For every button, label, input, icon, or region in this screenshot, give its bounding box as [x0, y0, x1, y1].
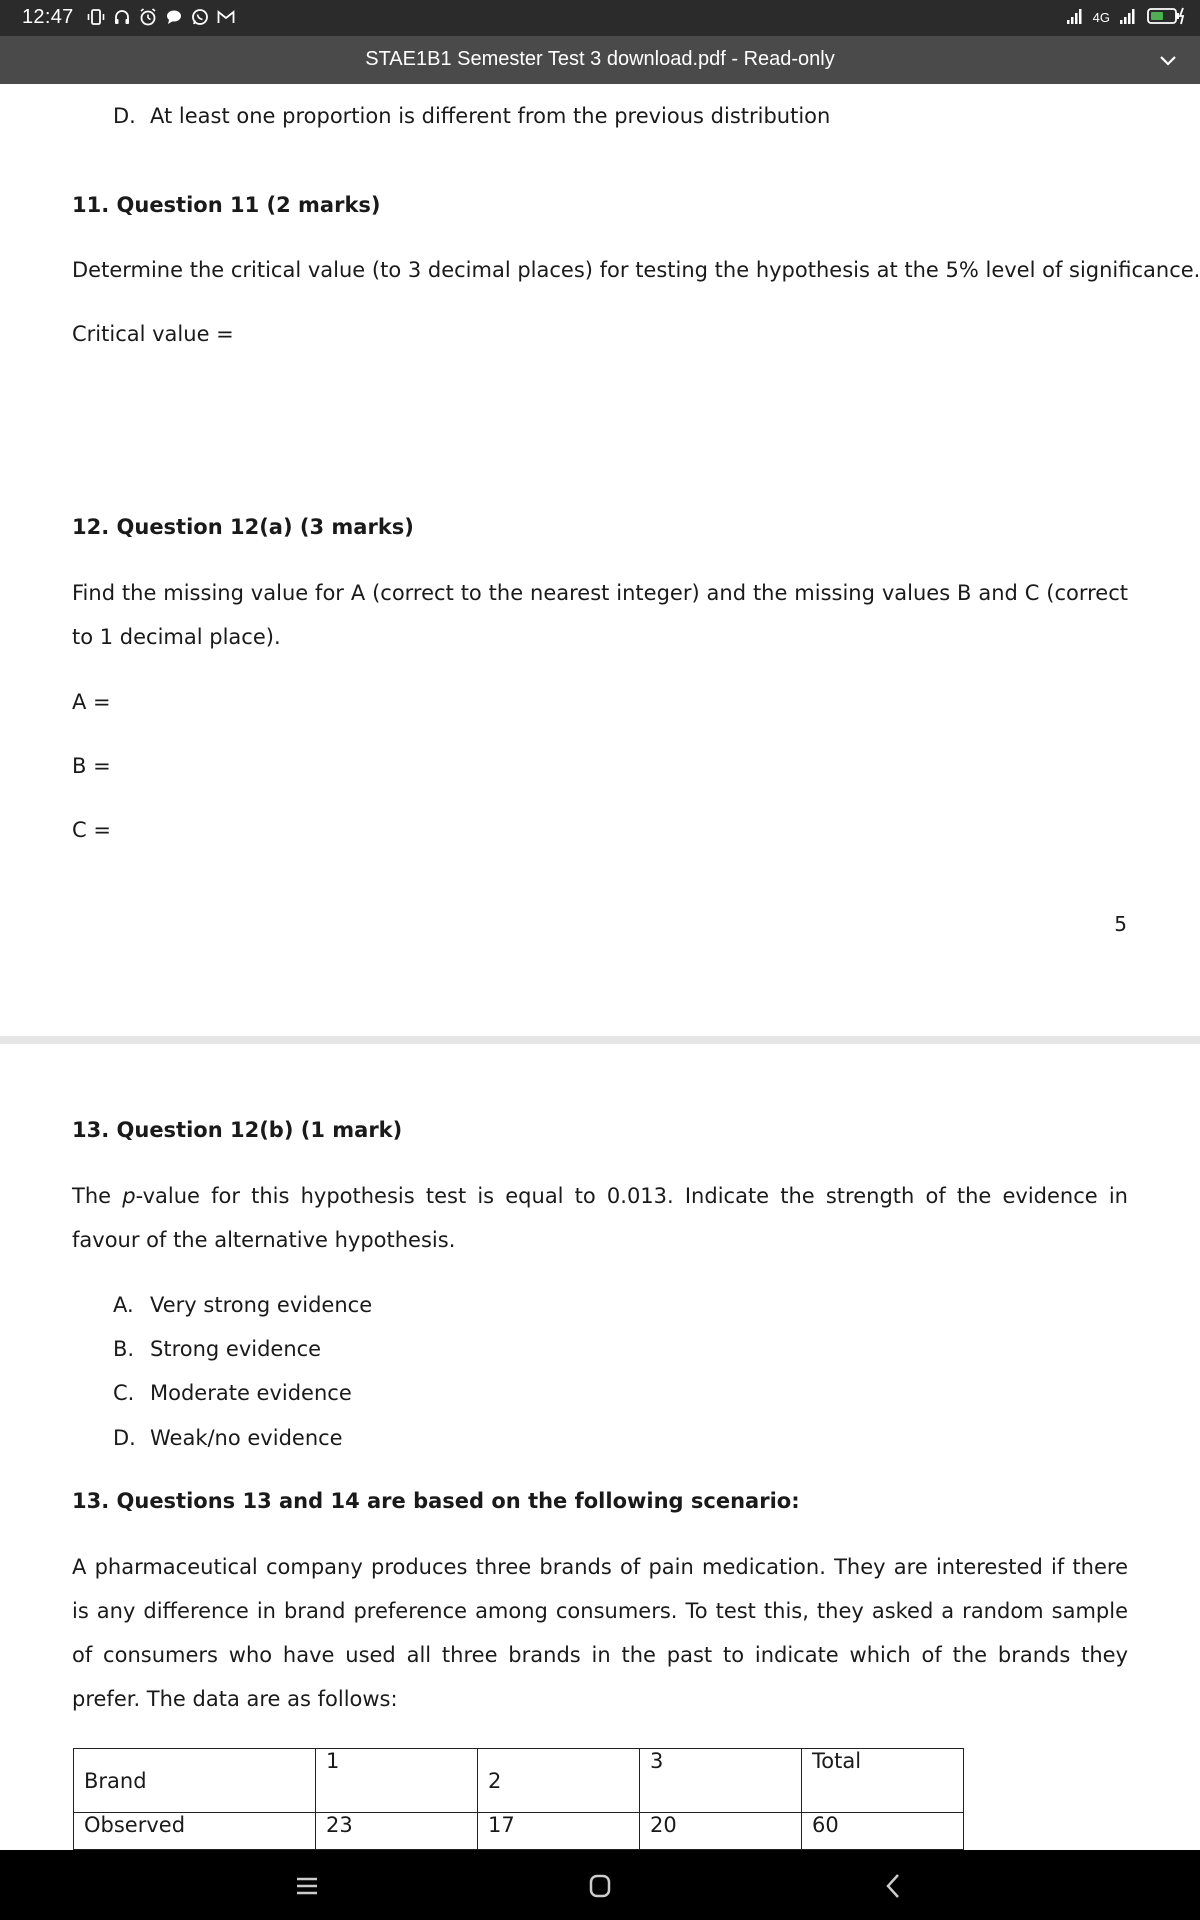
question-12b-text	[72, 1174, 1128, 1262]
option-text: At least one proportion is different from the previous distribution	[150, 104, 831, 128]
question-11-text: Determine the critical value (to 3 decimal places) for testing the hypothesis at the 5% level of significance.	[72, 258, 1200, 282]
option-d-text: Weak/no evidence	[150, 1426, 343, 1450]
table-header-cell: Total	[802, 1749, 964, 1813]
table-cell: Observed	[74, 1813, 316, 1850]
page-number: 5	[1114, 912, 1127, 936]
answer-b-label: B =	[72, 754, 111, 778]
table-header-cell: 2	[478, 1749, 640, 1813]
question-12a-text: Find the missing value for A (correct to the nearest integer) and the missing values B and C (correct to 1 decimal place).	[72, 581, 1128, 649]
answer-c-label: C =	[72, 818, 111, 842]
question-11-heading: 11. Question 11 (2 marks)	[72, 193, 381, 217]
critical-value-label: Critical value =	[72, 322, 234, 346]
navigation-bar	[0, 1850, 1200, 1920]
page-divider	[0, 1036, 1200, 1044]
status-time: 12:47	[22, 6, 74, 28]
p-value-text-post: -value for this hypothesis test is equal to 0.013. Indicate the strength of the evidence in favour of the alternative hypothesis.	[72, 1184, 1128, 1252]
table-header-cell: 1	[316, 1749, 478, 1813]
table-row	[74, 1813, 964, 1850]
answer-a-label: A =	[72, 690, 111, 714]
option-c-text: Moderate evidence	[150, 1381, 352, 1405]
p-value-italic: p	[122, 1184, 136, 1208]
scenario-text: A pharmaceutical company produces three brands of pain medication. They are interested if there is any difference in brand preference among consumers. To test this, they asked a random sample of consumers who have used all three brands in the past to indicate which of the brands they prefer. The data are as follows:	[72, 1555, 1128, 1711]
p-value-text-pre: The	[72, 1184, 123, 1208]
table-cell: 23	[316, 1813, 478, 1850]
network-type: 4G	[1092, 10, 1110, 25]
back-button[interactable]	[873, 1868, 913, 1904]
option-a-text: Very strong evidence	[150, 1293, 373, 1317]
option-a-letter: A.	[113, 1293, 134, 1317]
question-12a-heading: 12. Question 12(a) (3 marks)	[72, 515, 414, 539]
table-cell: 20	[640, 1813, 802, 1850]
document-title: STAE1B1 Semester Test 3 download.pdf - Read-only	[365, 48, 835, 70]
table-cell: 60	[802, 1813, 964, 1850]
option-d-letter: D.	[113, 1426, 136, 1450]
home-button[interactable]	[580, 1868, 620, 1904]
option-b-letter: B.	[113, 1337, 135, 1361]
table-header-cell: Brand	[74, 1749, 316, 1813]
table-header-cell: 3	[640, 1749, 802, 1813]
table-cell: 17	[478, 1813, 640, 1850]
question-12b-heading: 13. Question 12(b) (1 mark)	[72, 1118, 403, 1142]
option-c-letter: C.	[113, 1381, 135, 1405]
scenario-heading: 13. Questions 13 and 14 are based on the following scenario:	[72, 1489, 800, 1513]
table-header-row	[74, 1749, 964, 1813]
option-letter: D.	[113, 104, 136, 128]
recent-apps-button[interactable]	[287, 1868, 327, 1904]
option-b-text: Strong evidence	[150, 1337, 322, 1361]
data-table	[73, 1748, 964, 1850]
